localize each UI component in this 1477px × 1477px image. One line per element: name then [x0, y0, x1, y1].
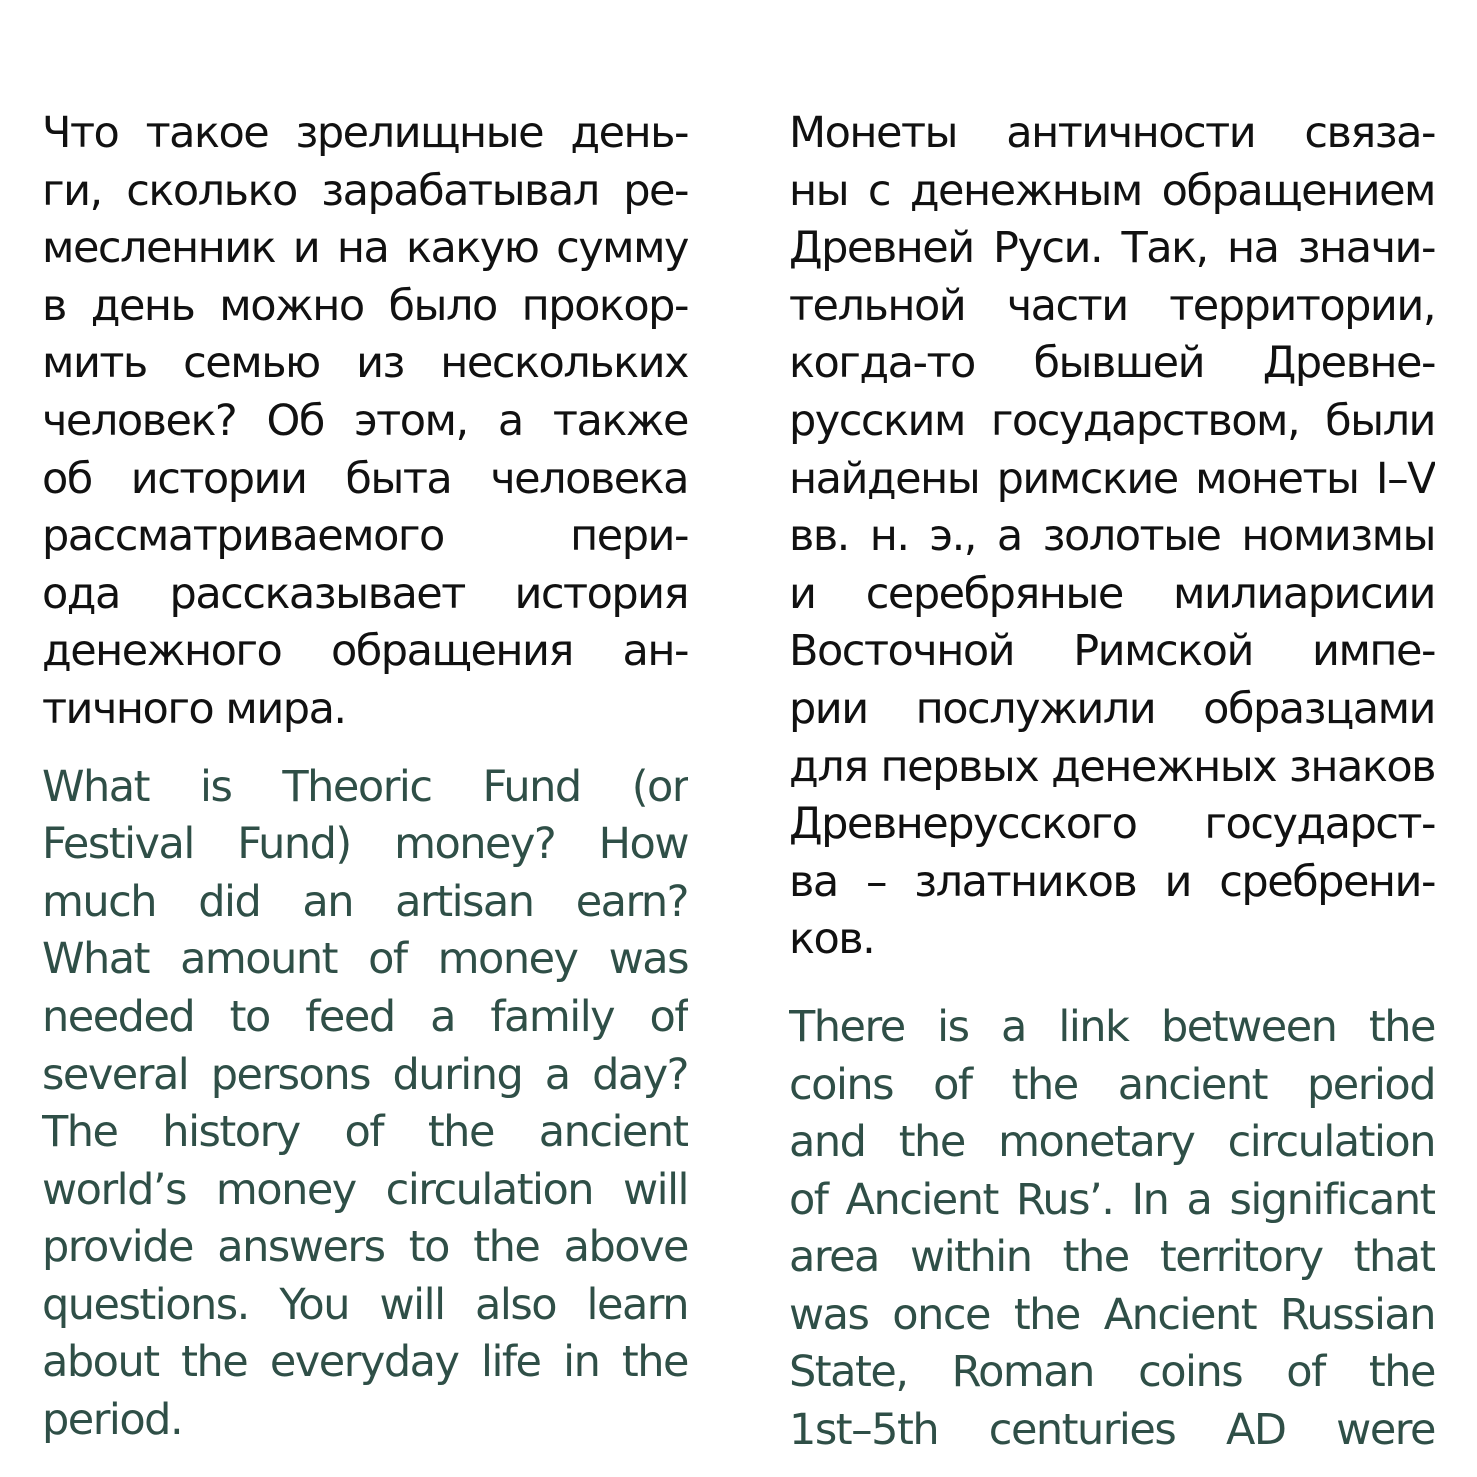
- text-line: мить семью из нескольких: [42, 338, 688, 389]
- text-line: Монеты античности связа-: [789, 108, 1435, 158]
- text-line: Что такое зрелищные день-: [42, 108, 688, 158]
- text-line: What amount of money was: [42, 934, 688, 985]
- text-line: Festival Fund) money? How: [42, 819, 688, 870]
- text-line: much did an artisan earn?: [42, 876, 688, 927]
- text-line: об истории быта человека: [42, 453, 688, 504]
- text-line: тельной части территории,: [789, 280, 1435, 331]
- text-line: and the monetary circulation: [789, 1117, 1435, 1168]
- text-line: area within the territory that: [789, 1232, 1435, 1283]
- text-line: ги, сколько зарабатывал ре-: [42, 165, 688, 216]
- text-line: и серебряные милиарисии: [789, 568, 1435, 619]
- text-line: русским государством, были: [789, 395, 1435, 446]
- text-line: рии послужили образцами: [789, 683, 1435, 734]
- text-line: когда-то бывшей Древне-: [789, 338, 1435, 389]
- text-line: provide answers to the above: [42, 1222, 688, 1273]
- text-line: The history of the ancient: [42, 1107, 688, 1158]
- text-line: was once the Ancient Russian: [789, 1289, 1435, 1340]
- right-column: [789, 105, 1435, 1460]
- text-line: человек? Об этом, а также: [42, 395, 688, 446]
- text-line: ков.: [789, 914, 875, 965]
- left-column: [42, 105, 688, 1450]
- english-paragraph-right: [789, 999, 1435, 1460]
- text-line: several persons during a day?: [42, 1049, 688, 1100]
- text-line: about the everyday life in the: [42, 1337, 688, 1388]
- text-line: of Ancient Rus’. In a significant: [789, 1174, 1435, 1225]
- text-line: What is Theoric Fund (or: [42, 761, 688, 812]
- text-line: Древнерусского государст-: [789, 799, 1435, 850]
- text-line: рассматриваемого пери-: [42, 511, 688, 562]
- text-line: тичного мира.: [42, 683, 346, 734]
- text-line: вв. н. э., а золотые номизмы: [789, 511, 1435, 562]
- text-line: Восточной Римской импе-: [789, 626, 1435, 677]
- text-line: period.: [42, 1395, 183, 1446]
- text-line: coins of the ancient period: [789, 1059, 1435, 1110]
- text-line: world’s money circulation will: [42, 1164, 688, 1215]
- text-line: ны с денежным обращением: [789, 165, 1435, 216]
- text-line: денежного обращения ан-: [42, 626, 688, 677]
- text-line: needed to feed a family of: [42, 991, 688, 1042]
- text-line: найдены римские монеты I–V: [789, 453, 1435, 504]
- text-line: State, Roman coins of the: [789, 1347, 1435, 1398]
- text-line: месленник и на какую сумму: [42, 223, 688, 274]
- text-line: ва – златников и сребрени-: [789, 856, 1435, 907]
- text-line: questions. You will also learn: [42, 1279, 688, 1330]
- russian-paragraph-right: [789, 105, 1435, 969]
- text-line: для первых денежных знаков: [789, 741, 1435, 792]
- text-line: 1st–5th centuries AD were: [789, 1405, 1435, 1456]
- text-line: ода рассказывает история: [42, 568, 688, 619]
- text-line: Древней Руси. Так, на значи-: [789, 223, 1435, 274]
- text-line: There is a link between the: [789, 1001, 1435, 1052]
- russian-paragraph-left: [42, 105, 688, 739]
- text-line: в день можно было прокор-: [42, 280, 688, 331]
- english-paragraph-left: [42, 759, 688, 1450]
